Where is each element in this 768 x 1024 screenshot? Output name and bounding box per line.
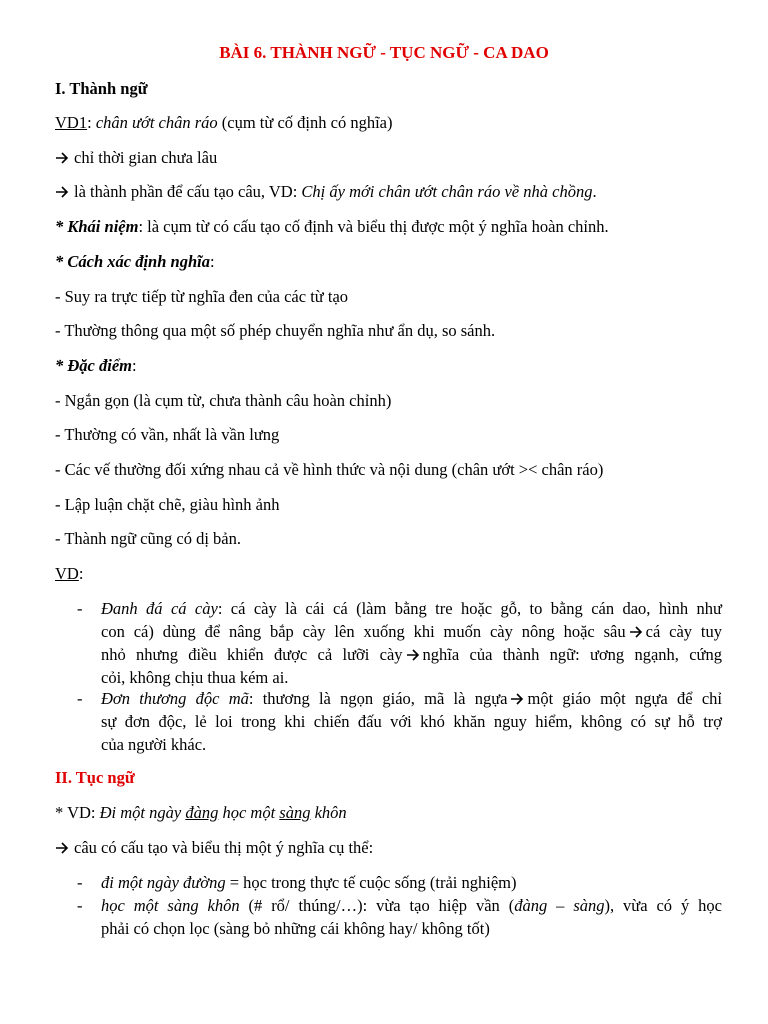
feature-item-3: - Các vế thường đối xứng nhau cả về hình thức và nội dung (chân ướt >< chân ráo) xyxy=(55,460,604,479)
arrow-right-icon xyxy=(507,689,527,708)
feature-item-5: - Thành ngữ cũng có dị bản. xyxy=(55,529,241,548)
proverb-item-1: đi một ngày đường = học trong thực tế cuộc sống (trải nghiệm) xyxy=(101,873,517,892)
meaning-item-1: - Suy ra trực tiếp từ nghĩa đen của các từ tạo xyxy=(55,287,349,306)
arrow-right-icon xyxy=(403,645,423,664)
examples-heading: VD: xyxy=(55,564,84,583)
list-bullet: - xyxy=(77,599,83,618)
feature-item-1: - Ngắn gọn (là cụm từ, chưa thành câu hoàn chỉnh) xyxy=(55,391,392,410)
list-bullet: - xyxy=(77,873,83,892)
arrow-right-icon xyxy=(55,181,74,203)
meaning-heading: * Cách xác định nghĩa: xyxy=(55,252,215,271)
feature-item-2: - Thường có vần, nhất là vần lưng xyxy=(55,425,280,444)
vd1-line: VD1: chân ướt chân ráo (cụm từ cố định có nghĩa) xyxy=(55,113,393,132)
features-heading: * Đặc điểm: xyxy=(55,356,137,375)
vd1-phrase: chân ướt chân ráo xyxy=(95,113,218,132)
section-2-heading: II. Tục ngữ xyxy=(55,768,135,787)
arrow-line-2: là thành phần để cấu tạo câu, VD: Chị ấy mới chân ướt chân ráo về nhà chồng. xyxy=(55,181,722,203)
proverb-arrow-line: câu có cấu tạo và biểu thị một ý nghĩa cụ thể: xyxy=(55,837,722,859)
feature-item-4: - Lập luận chặt chẽ, giàu hình ảnh xyxy=(55,495,280,514)
proverb-item-2: học một sàng khôn (# rổ/ thúng/…): vừa tạo hiệp vần (đàng – sàng), vừa có ý học phải có chọn lọc (sàng bỏ những cái không hay/ không tốt) xyxy=(101,896,722,938)
list-bullet: - xyxy=(77,689,83,708)
idiom-example-1: Đanh đá cá cày: cá cày là cái cá (làm bằng tre hoặc gỗ, to bằng cán dao, hình như con cá) dùng để nâng bắp cày lên xuống khi muốn cày nông hoặc sâu cá cày tuy nhỏ nhưng điều khiển được cả lưỡi cày nghĩa của thành ngữ: ương ngạnh, cứng cỏi, không chịu thua kém ai. xyxy=(101,599,722,687)
proverb-example: * VD: Đi một ngày đàng học một sàng khôn xyxy=(55,803,347,822)
arrow-right-icon xyxy=(626,622,646,641)
arrow-right-icon xyxy=(55,147,74,169)
meaning-item-2: - Thường thông qua một số phép chuyển nghĩa như ẩn dụ, so sánh. xyxy=(55,321,496,340)
arrow-right-icon xyxy=(55,837,74,859)
section-1-heading: I. Thành ngữ xyxy=(55,79,148,98)
idiom-example-2: Đơn thương độc mã: thương là ngọn giáo, mã là ngựa một giáo một ngựa để chỉ sự đơn độc, lẻ loi trong khi chiến đấu với khó khăn nguy hiểm, không có sự hỗ trợ của người khác. xyxy=(101,689,722,754)
document-title: BÀI 6. THÀNH NGỮ - TỤC NGỮ - CA DAO xyxy=(219,43,549,62)
definition-line: * Khái niệm: là cụm từ có cấu tạo cố định và biểu thị được một ý nghĩa hoàn chỉnh. xyxy=(55,217,609,236)
list-bullet: - xyxy=(77,896,83,915)
arrow-line-1: chỉ thời gian chưa lâu xyxy=(55,147,722,169)
vd1-label: VD1 xyxy=(55,113,88,132)
definition-label: * Khái niệm xyxy=(55,217,139,236)
